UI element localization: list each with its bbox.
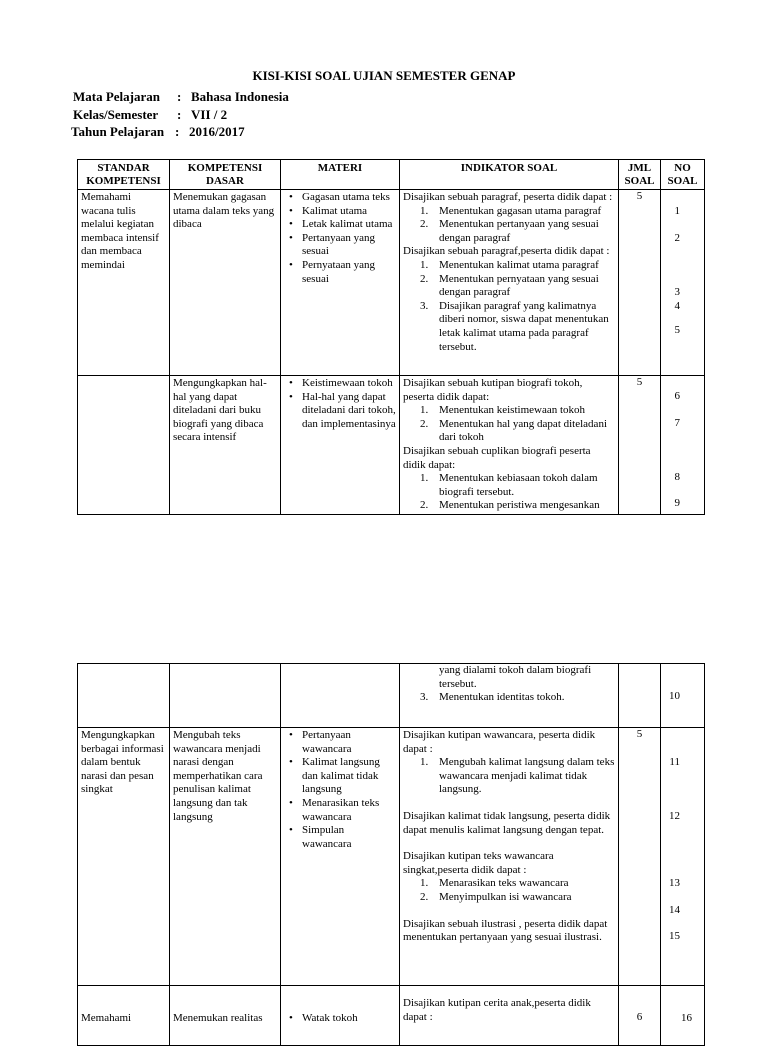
no-soal-value: 1 [674,205,680,217]
indikator-item: 2. Menentukan pertanyaan yang sesuai dengan paragraf [420,218,599,244]
header-indikator-soal: INDIKATOR SOAL [400,160,619,190]
jml-soal-cell: 5 [619,376,661,515]
sk-cell: Memahami wacana tulis melalui kegiatan membaca intensif dan membaca memindai [78,190,170,376]
materi-cell [281,664,400,728]
no-soal-value: 13 [669,877,680,889]
table-row [78,664,705,728]
header-row [78,160,705,190]
kd-cell [170,664,281,728]
no-soal-value: 2 [674,232,680,244]
grid-table-page1 [77,159,705,515]
materi-item: • Keistimewaan tokoh [302,377,396,391]
meta-academic-year: Tahun Pelajaran : 2016/2017 [71,124,245,139]
no-soal-cell [661,664,705,728]
no-soal-value: 5 [674,324,680,336]
materi-item: • Kalimat langsung dan kalimat tidak langsung [302,756,396,797]
materi-item: • Hal-hal yang dapat diteladani dari tokoh, dan implementasinya [302,391,396,432]
indikator-item: 2. Menyimpulkan isi wawancara [420,890,572,903]
indikator-item: 1. Menentukan kebiasaan tokoh dalam biografi tersebut. [420,472,598,498]
materi-item: • Letak kalimat utama [302,218,396,232]
kd-cell: Mengubah teks wawancara menjadi narasi dengan memperhatikan cara penulisan kalimat langsung dan tak langsung [170,728,281,986]
no-soal-value: 6 [674,390,680,402]
header-materi: MATERI [281,160,400,190]
indikator-intro: Disajikan sebuah kutipan biografi tokoh, peserta didik dapat: [403,377,583,403]
materi-item: • Kalimat utama [302,205,396,219]
sk-cell [78,664,170,728]
table-row [78,986,705,1046]
materi-cell [281,376,400,515]
indikator-cell [400,728,619,986]
materi-item: • Gagasan utama teks [302,191,396,205]
jml-soal-cell: 5 [619,190,661,376]
indikator-cell [400,986,619,1046]
no-soal-value: 12 [669,810,680,822]
materi-cell [281,986,400,1046]
sk-cell [78,376,170,515]
table-row [78,728,705,986]
sk-cell: Mengungkapkan berbagai informasi dalam bentuk narasi dan pesan singkat [78,728,170,986]
header-kompetensi-dasar: KOMPETENSI DASAR [170,160,281,190]
materi-item: • Watak tokoh [302,1012,396,1026]
indikator-intro: Disajikan kutipan wawancara, peserta didik dapat : [403,729,596,755]
no-soal-value: 10 [669,690,680,702]
indikator-item: 2. Menentukan peristiwa mengesankan [420,499,600,512]
meta-subject: Mata Pelajaran : Bahasa Indonesia [73,89,289,104]
indikator-item: 2. Menentukan pernyataan yang sesuai dengan paragraf [420,272,599,299]
no-soal-cell [661,190,705,376]
indikator-paragraph: Disajikan kalimat tidak langsung, peserta didik dapat menulis kalimat langsung dengan tepat. [403,809,611,836]
indikator-intro: Disajikan kutipan teks wawancara singkat,peserta didik dapat : [403,850,554,876]
no-soal-value: 3 [674,286,680,298]
indikator-intro: Disajikan sebuah cuplikan biografi peserta didik dapat: [403,444,591,471]
materi-cell [281,728,400,986]
no-soal-value: 9 [674,497,680,509]
materi-item: • Pernyataan yang sesuai [302,259,396,286]
kd-cell: Mengungkapkan hal-hal yang dapat diteladani dari buku biografi yang dibaca secara intensif [170,376,281,515]
indikator-continuation: yang dialami tokoh dalam biografi tersebut. [439,664,592,690]
indikator-item: 1. Menentukan keistimewaan tokoh [420,404,586,417]
indikator-intro: Disajikan kutipan cerita anak,peserta didik dapat : [403,997,591,1023]
table-row [78,190,705,376]
indikator-item: 2. Menentukan hal yang dapat diteladani dari tokoh [420,417,607,444]
indikator-item: 3. Menentukan identitas tokoh. [420,691,565,704]
materi-cell [281,190,400,376]
indikator-item: 1. Mengubah kalimat langsung dalam teks wawancara menjadi kalimat tidak langsung. [420,756,615,796]
materi-item: • Pertanyaan wawancara [302,729,396,756]
indikator-intro: Disajikan sebuah paragraf,peserta didik dapat : [403,245,610,258]
document-title: KISI-KISI SOAL UJIAN SEMESTER GENAP [252,68,516,83]
no-soal-value: 8 [674,471,680,483]
materi-item: • Menarasikan teks wawancara [302,797,396,824]
indikator-item: 1. Menentukan gagasan utama paragraf [420,204,602,217]
no-soal-cell [661,728,705,986]
no-soal-value: 15 [669,930,680,942]
grid-table-page2 [77,663,705,1046]
indikator-intro: Disajikan sebuah paragraf, peserta didik dapat : [403,191,613,203]
indikator-cell [400,664,619,728]
no-soal-value: 7 [674,417,680,429]
indikator-item: 1. Menarasikan teks wawancara [420,877,569,890]
no-soal-cell [661,376,705,515]
no-soal-cell: 16 [661,986,705,1046]
materi-item: • Simpulan wawancara [302,824,396,851]
header-standar-kompetensi: STANDAR KOMPETENSI [78,160,170,190]
indikator-cell [400,190,619,376]
sk-cell: Memahami [78,986,170,1046]
indikator-item: 1. Menentukan kalimat utama paragraf [420,258,599,271]
meta-class-semester: Kelas/Semester : VII / 2 [73,107,228,122]
header-jml-soal: JML SOAL [619,160,661,190]
kd-cell: Menemukan gagasan utama dalam teks yang dibaca [170,190,281,376]
indikator-item: 3. Disajikan paragraf yang kalimatnya diberi nomor, siswa dapat menentukan letak kalimat utama pada paragraf tersebut. [420,299,609,353]
table-row [78,376,705,515]
no-soal-value: 4 [674,300,680,312]
indikator-paragraph: Disajikan sebuah ilustrasi , peserta didik dapat menentukan pertanyaan yang sesuai ilustrasi. [403,917,608,944]
jml-soal-cell [619,664,661,728]
jml-soal-cell: 5 [619,728,661,986]
header-no-soal: NO SOAL [661,160,705,190]
materi-item: • Pertanyaan yang sesuai [302,232,396,259]
jml-soal-cell: 6 [619,986,661,1046]
no-soal-value: 11 [669,756,680,768]
no-soal-value: 14 [669,904,680,916]
indikator-cell [400,376,619,515]
kd-cell: Menemukan realitas [170,986,281,1046]
